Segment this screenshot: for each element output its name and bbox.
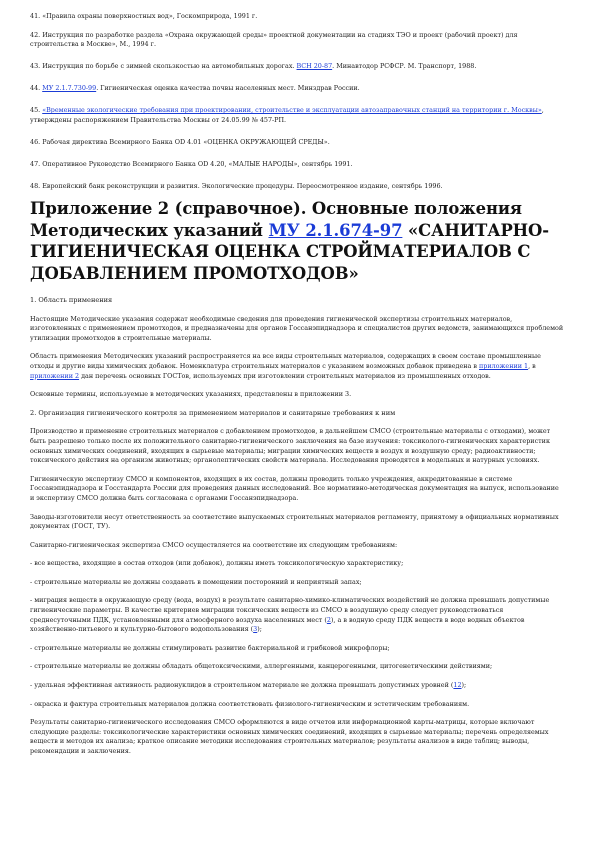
reference-text: . Минавтодор РСФСР. М. Транспорт, 1988. (332, 62, 477, 70)
reference-46 (30, 138, 565, 148)
reference-text: 46. Рабочая директива Всемирного Банка OD 4.01 «ОЦЕНКА ОКРУЖАЮЩЕЙ СРЕДЫ». (30, 137, 330, 146)
paragraph (30, 352, 565, 381)
reference-47 (30, 160, 565, 170)
paragraph: Заводы-изготовители несут ответственность за соответствие выпускаемых строительных материалов регламенту, принятому в официальных нормативных документах (ГОСТ, ТУ). (30, 512, 559, 531)
reference-text: 45. (30, 106, 43, 114)
reference-text: 48. Европейский банк реконструкции и развития. Экологические процедуры. Переосмотренное издание, сентябрь 1996. (30, 181, 443, 190)
heading-link-mu[interactable]: МУ 2.1.674-97 (268, 220, 403, 240)
list-item-text: ); (461, 681, 467, 690)
link-appendix-1[interactable]: приложении 1 (479, 361, 529, 370)
reference-text: 43. Инструкция по борьбе с зимней скользкостью на автомобильных дорогах. (30, 62, 297, 70)
reference-48 (30, 182, 565, 192)
heading-text: Приложение 2 (справочное). Основные положения Методических указаний (30, 199, 522, 240)
paragraph-text: , в (528, 361, 536, 370)
reference-link-vsn[interactable]: ВСН 20-87 (296, 62, 333, 70)
link-ref-3[interactable]: 3 (253, 625, 258, 634)
paragraph: Санитарно-гигиеническая экспертиза СМСО осуществляется на соответствие их следующим требованиям: (30, 540, 398, 549)
reference-text: 41. «Правила охраны поверхностных вод», Госкомприрода, 1991 г. (30, 12, 258, 20)
list-item-text: ), а в водную среду ПДК веществ в воде водных объектов хозяйственно-питьевого и культурно-бытового водопользования ( (30, 615, 525, 634)
reference-list (30, 12, 565, 204)
list-item (30, 596, 565, 634)
paragraph-text: дан перечень основных ГОСТов, используемых при изготовлении строительных материалов из промышленных отходов. (79, 371, 491, 380)
list-item: - окраска и фактура строительных материалов должна соответствовать физиолого-гигиеническим и эстетическим требованиям. (30, 699, 470, 708)
paragraph: Настоящие Методические указания содержат необходимые сведения для проведения гигиенической экспертизы строительных материалов, изготовленных с применением промотходов, и предназначены для органов Госсанэпиднадзора и специалистов других ведомств, занимающихся проблемой утилизации промотходов в строительные материалы. (30, 314, 564, 342)
list-item-text: - удельная эффективная активность радионуклидов в строительном материале не должна превышать допустимых уровней ( (30, 681, 454, 690)
reference-42 (30, 31, 565, 50)
reference-text: , утверждены распоряжением Правительства Москвы от 24.05.99 № 457-РП. (30, 106, 544, 124)
list-item (30, 681, 565, 691)
reference-link-mu[interactable]: МУ 2.1.7.730-99 (42, 84, 97, 92)
link-ref-12[interactable]: 12 (453, 681, 462, 690)
list-item: - строительные материалы не должны обладать общетоксическими, аллергенными, канцерогенными, цитогенетическими действиями; (30, 662, 493, 671)
paragraph: Основные термины, используемые в методических указаниях, представлены в приложении 3. (30, 390, 352, 399)
reference-link-requirements[interactable]: «Временные экологические требования при проектировании, строительстве и эксплуатации автозаправочных станций на территории г. Москвы» (42, 106, 542, 114)
appendix-heading (30, 198, 565, 284)
list-item: - строительные материалы не должны стимулировать развитие бактериальной и грибковой микрофлоры; (30, 643, 390, 652)
list-item: - все вещества, входящие в состав отходов (или добавок), должны иметь токсикологическую характеристику; (30, 559, 404, 568)
list-item-text: ); (257, 625, 262, 634)
reference-41 (30, 12, 565, 22)
reference-text: 47. Оперативное Руководство Всемирного Банка OD 4.20, «МАЛЫЕ НАРОДЫ», сентябрь 1991. (30, 159, 353, 168)
list-item: - строительные материалы не должны создавать в помещении посторонний и неприятный запах; (30, 577, 362, 586)
reference-45 (30, 106, 565, 125)
reference-43 (30, 62, 565, 72)
section-title: 1. Область применения (30, 296, 113, 304)
section-title: 2. Организация гигиенического контроля за применением материалов и санитарные требования к ним (30, 408, 396, 417)
paragraph: Производство и применение строительных материалов с добавлением промотходов, в дальнейшем СМСО (строительные материалы с отходами), может быть разрешено только после их положительного санитарно-гигиенического заключения на базе изучения: токсиколого-гигиенических характеристик основных химических соединений, входящих в сырьевые материалы; миграции химических веществ в воздух и воздушную среду; радиоактивности; токсического действия на организм животных; органолептических свойств материала. Исследования проводятся в модельных и натурных условиях. (30, 427, 551, 465)
paragraph-text: Область применения Методических указаний распространяется на все виды строительных материалов, содержащих в своем составе промышленные отходы и другие виды химических добавок. Номенклатура строительных материалов с указанием возможных добавок приведена в (30, 352, 541, 370)
paragraph: Гигиеническую экспертизу СМСО и компонентов, входящих в их состав, должны проводить только учреждения, аккредитованные в системе Госсанэпиднадзора и Госстандарта России для проведения данных исследований. Все нормативно-методическая документация на выпуск, использование и экспертизу СМСО должна быть согласована с органами Госсанэпиднадзора. (30, 474, 559, 502)
reference-44 (30, 84, 565, 94)
link-ref-2[interactable]: 2 (326, 615, 331, 624)
paragraph: Результаты санитарно-гигиенического исследования СМСО оформляются в виде отчетов или информационной карты-матрицы, которые включают следующие разделы: токсикологические характеристики основных химических соединений, входящих в сырьевые материалы; перечень определяемых веществ и методов их анализа; краткое описание методики исследования строительных материалов; результаты анализов в виде таблиц; выводы, рекомендации и заключения. (30, 718, 549, 755)
heading-text: «САНИТАРНО-ГИГИЕНИЧЕСКАЯ ОЦЕНКА СТРОЙМАТЕРИАЛОВ С ДОБАВЛЕНИЕМ ПРОМОТХОДОВ» (30, 220, 549, 283)
reference-text: 42. Инструкция по разработке раздела «Охрана окружающей среды» проектной документации на стадиях ТЭО и проект (рабочий проект) для строительства в Москве», М., 1994 г. (30, 30, 518, 48)
list-item-text: - миграция веществ в окружающую среду (вода, воздух) в результате санитарно-химико-климатических воздействий не должна превышать допустимые гигиенические параметры. В качестве критериев миграции токсических веществ из СМСО в воздушную среду следует руководствоваться среднесуточными ПДК, установленными для атмосферного воздуха населенных мест ( (30, 596, 550, 624)
reference-text: . Гигиеническая оценка качества почвы населенных мест. Минздрав России. (96, 84, 360, 92)
appendix-body (30, 296, 565, 766)
link-appendix-2[interactable]: приложении 2 (30, 371, 80, 380)
reference-text: 44. (30, 84, 43, 92)
